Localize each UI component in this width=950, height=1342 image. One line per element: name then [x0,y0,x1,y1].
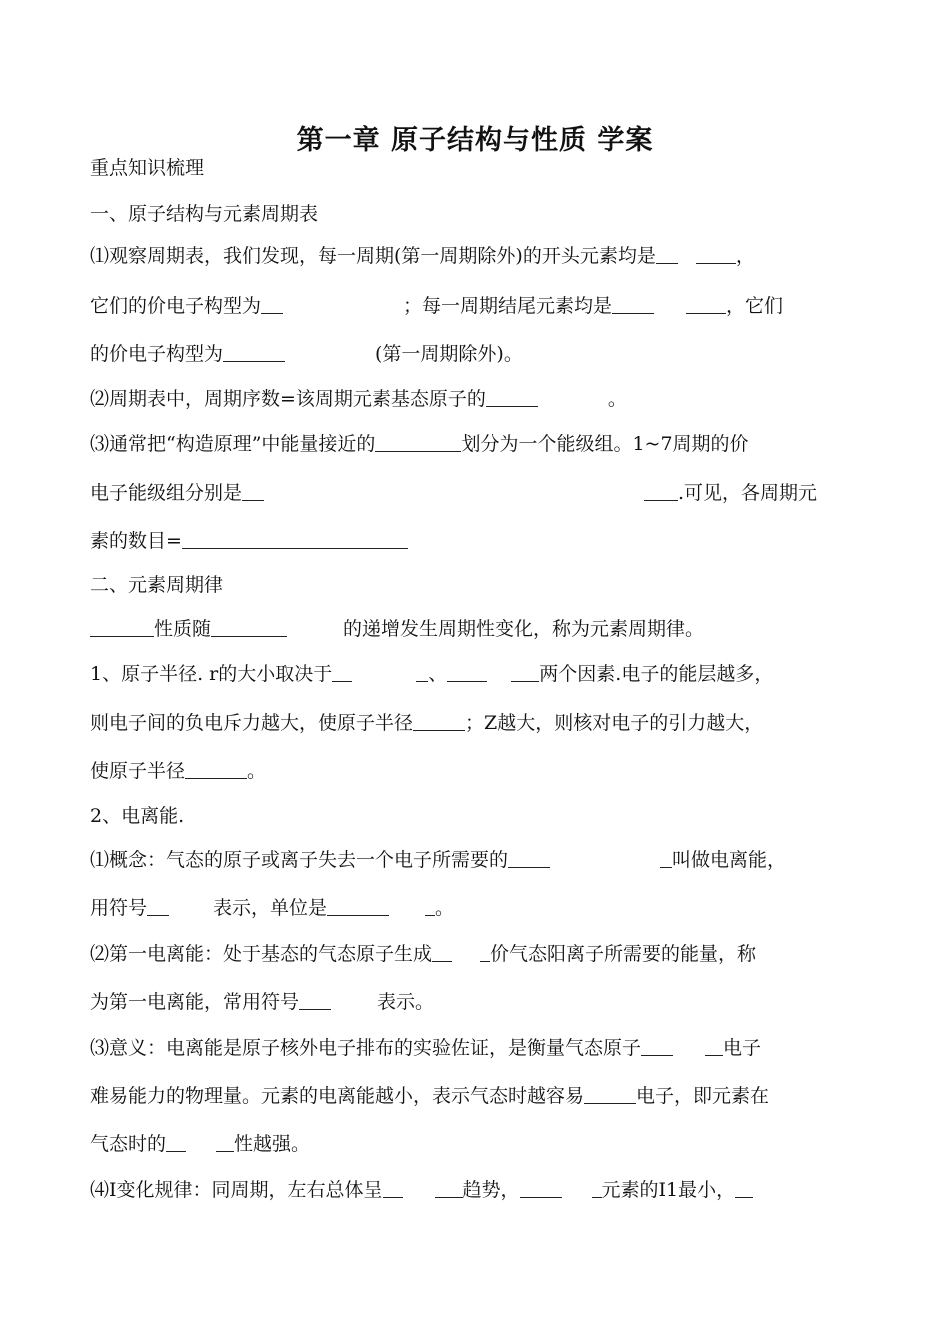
blank-line[interactable] [166,1133,186,1152]
text-line [90,293,880,319]
line-text: (第一周期除外)。 [375,343,523,365]
blank-line[interactable] [480,943,490,962]
blank-line[interactable] [375,433,461,452]
text-line [90,155,880,181]
line-text: 。 [247,760,267,782]
blank-line[interactable] [486,388,538,407]
text-line [90,243,880,269]
blank-line[interactable] [185,760,247,779]
line-text: ⑷I变化规律：同周期，左右总体呈 [90,1179,383,1201]
line-text: ⑴观察周期表，我们发现，每一周期(第一周期除外)的开头元素均是 [90,245,656,267]
line-text: 电子，即元素在 [636,1085,770,1107]
text-line [90,758,880,784]
text-line [90,1131,880,1157]
blank-line[interactable] [686,295,726,314]
line-text: 性越强。 [234,1133,311,1155]
line-text: 两个因素.电子的能层越多， [539,663,774,685]
blank-line[interactable] [416,663,428,682]
blank-line[interactable] [735,1179,753,1198]
line-text: 价气态阳离子所需要的能量，称 [490,943,757,965]
text-line [90,572,880,598]
line-text: 难易能力的物理量。元素的电离能越小，表示气态时越容易 [90,1085,585,1107]
line-text: ；Z越大，则核对电子的引力越大， [465,712,764,734]
blank-line[interactable] [432,943,452,962]
blank-line[interactable] [211,618,287,637]
blank-line[interactable] [299,991,331,1010]
line-text: ⑵周期表中，周期序数=该周期元素基态原子的 [90,388,486,410]
line-text: ， [735,245,755,267]
line-text: ⑵第一电离能：处于基态的气态原子生成 [90,943,433,965]
blank-line[interactable] [435,1179,463,1198]
line-text: 。 [435,897,455,919]
blank-line[interactable] [696,245,736,264]
blank-line[interactable] [660,849,672,868]
blank-line[interactable] [656,245,678,264]
text-line [90,528,880,554]
line-text: 元素的I1最小， [601,1179,736,1201]
text-line [90,480,880,506]
text-line [90,941,880,967]
text-line [90,386,880,412]
line-text: 趋势， [462,1179,520,1201]
line-text: 电子能级组分别是 [90,482,243,504]
blank-line[interactable] [261,295,283,314]
line-text: 表示，单位是 [213,897,328,919]
text-line [90,201,880,227]
blank-line[interactable] [520,1179,562,1198]
blank-line[interactable] [332,663,352,682]
blank-line[interactable] [242,482,264,501]
line-text: 的递增发生周期性变化，称为元素周期律。 [343,618,705,640]
line-text: 它们的价电子构型为 [90,295,262,317]
line-text: 。 [607,388,627,410]
line-text: 气态时的 [90,1133,167,1155]
blank-line[interactable] [90,618,154,637]
blank-line[interactable] [511,663,539,682]
text-line [90,847,880,873]
text-line [90,431,880,457]
blank-line[interactable] [425,897,435,916]
line-text: 划分为一个能级组。1~7周期的价 [461,433,749,455]
line-text: 1、原子半径. r的大小取决于 [90,663,333,685]
line-text: ⑶通常把“构造原理”中能量接近的 [90,433,376,455]
line-text: 、 [428,663,448,685]
blank-line[interactable] [413,712,465,731]
text-line [90,710,880,736]
blank-line[interactable] [147,897,169,916]
line-text: 的价电子构型为 [90,343,224,365]
line-text: 则电子间的负电斥力越大，使原子半径 [90,712,414,734]
text-line [90,616,880,642]
text-line [90,341,880,367]
blank-line[interactable] [592,1179,602,1198]
section-heading: 二、元素周期律 [90,574,224,596]
page-title: 第一章 原子结构与性质 学案 [296,125,654,156]
line-text: 为第一电离能，常用符号 [90,991,300,1013]
line-text: 电子 [723,1037,762,1059]
line-text: 性质随 [154,618,212,640]
line-text: .可见，各周期元 [678,482,818,504]
blank-line[interactable] [641,1037,673,1056]
line-text: 叫做电离能， [672,849,787,871]
blank-line[interactable] [216,1133,234,1152]
blank-line[interactable] [223,343,285,362]
line-text: ，它们 [726,295,784,317]
blank-line[interactable] [508,849,550,868]
blank-line[interactable] [644,482,678,501]
text-line [90,895,880,921]
section-heading: 重点知识梳理 [90,157,205,179]
blank-line[interactable] [612,295,654,314]
blank-line[interactable] [584,1085,636,1104]
line-text: ⑶意义：电离能是原子核外电子排布的实验佐证，是衡量气态原子 [90,1037,642,1059]
blank-line[interactable] [447,663,487,682]
blank-line[interactable] [705,1037,723,1056]
blank-line[interactable] [327,897,389,916]
section-heading: 2、电离能. [90,805,185,827]
line-text: ；每一周期结尾元素均是 [403,295,613,317]
text-line [90,803,880,829]
line-text: 使原子半径 [90,760,186,782]
line-text: 用符号 [90,897,148,919]
blank-line[interactable] [182,530,408,549]
line-text: 素的数目= [90,530,182,552]
blank-line[interactable] [383,1179,403,1198]
text-line [90,1177,880,1203]
text-line [90,1035,880,1061]
section-heading: 一、原子结构与元素周期表 [90,203,319,225]
text-line [90,989,880,1015]
line-text: ⑴概念：气态的原子或离子失去一个电子所需要的 [90,849,509,871]
line-text: 表示。 [377,991,435,1013]
text-line [90,1083,880,1109]
text-line [90,661,880,687]
